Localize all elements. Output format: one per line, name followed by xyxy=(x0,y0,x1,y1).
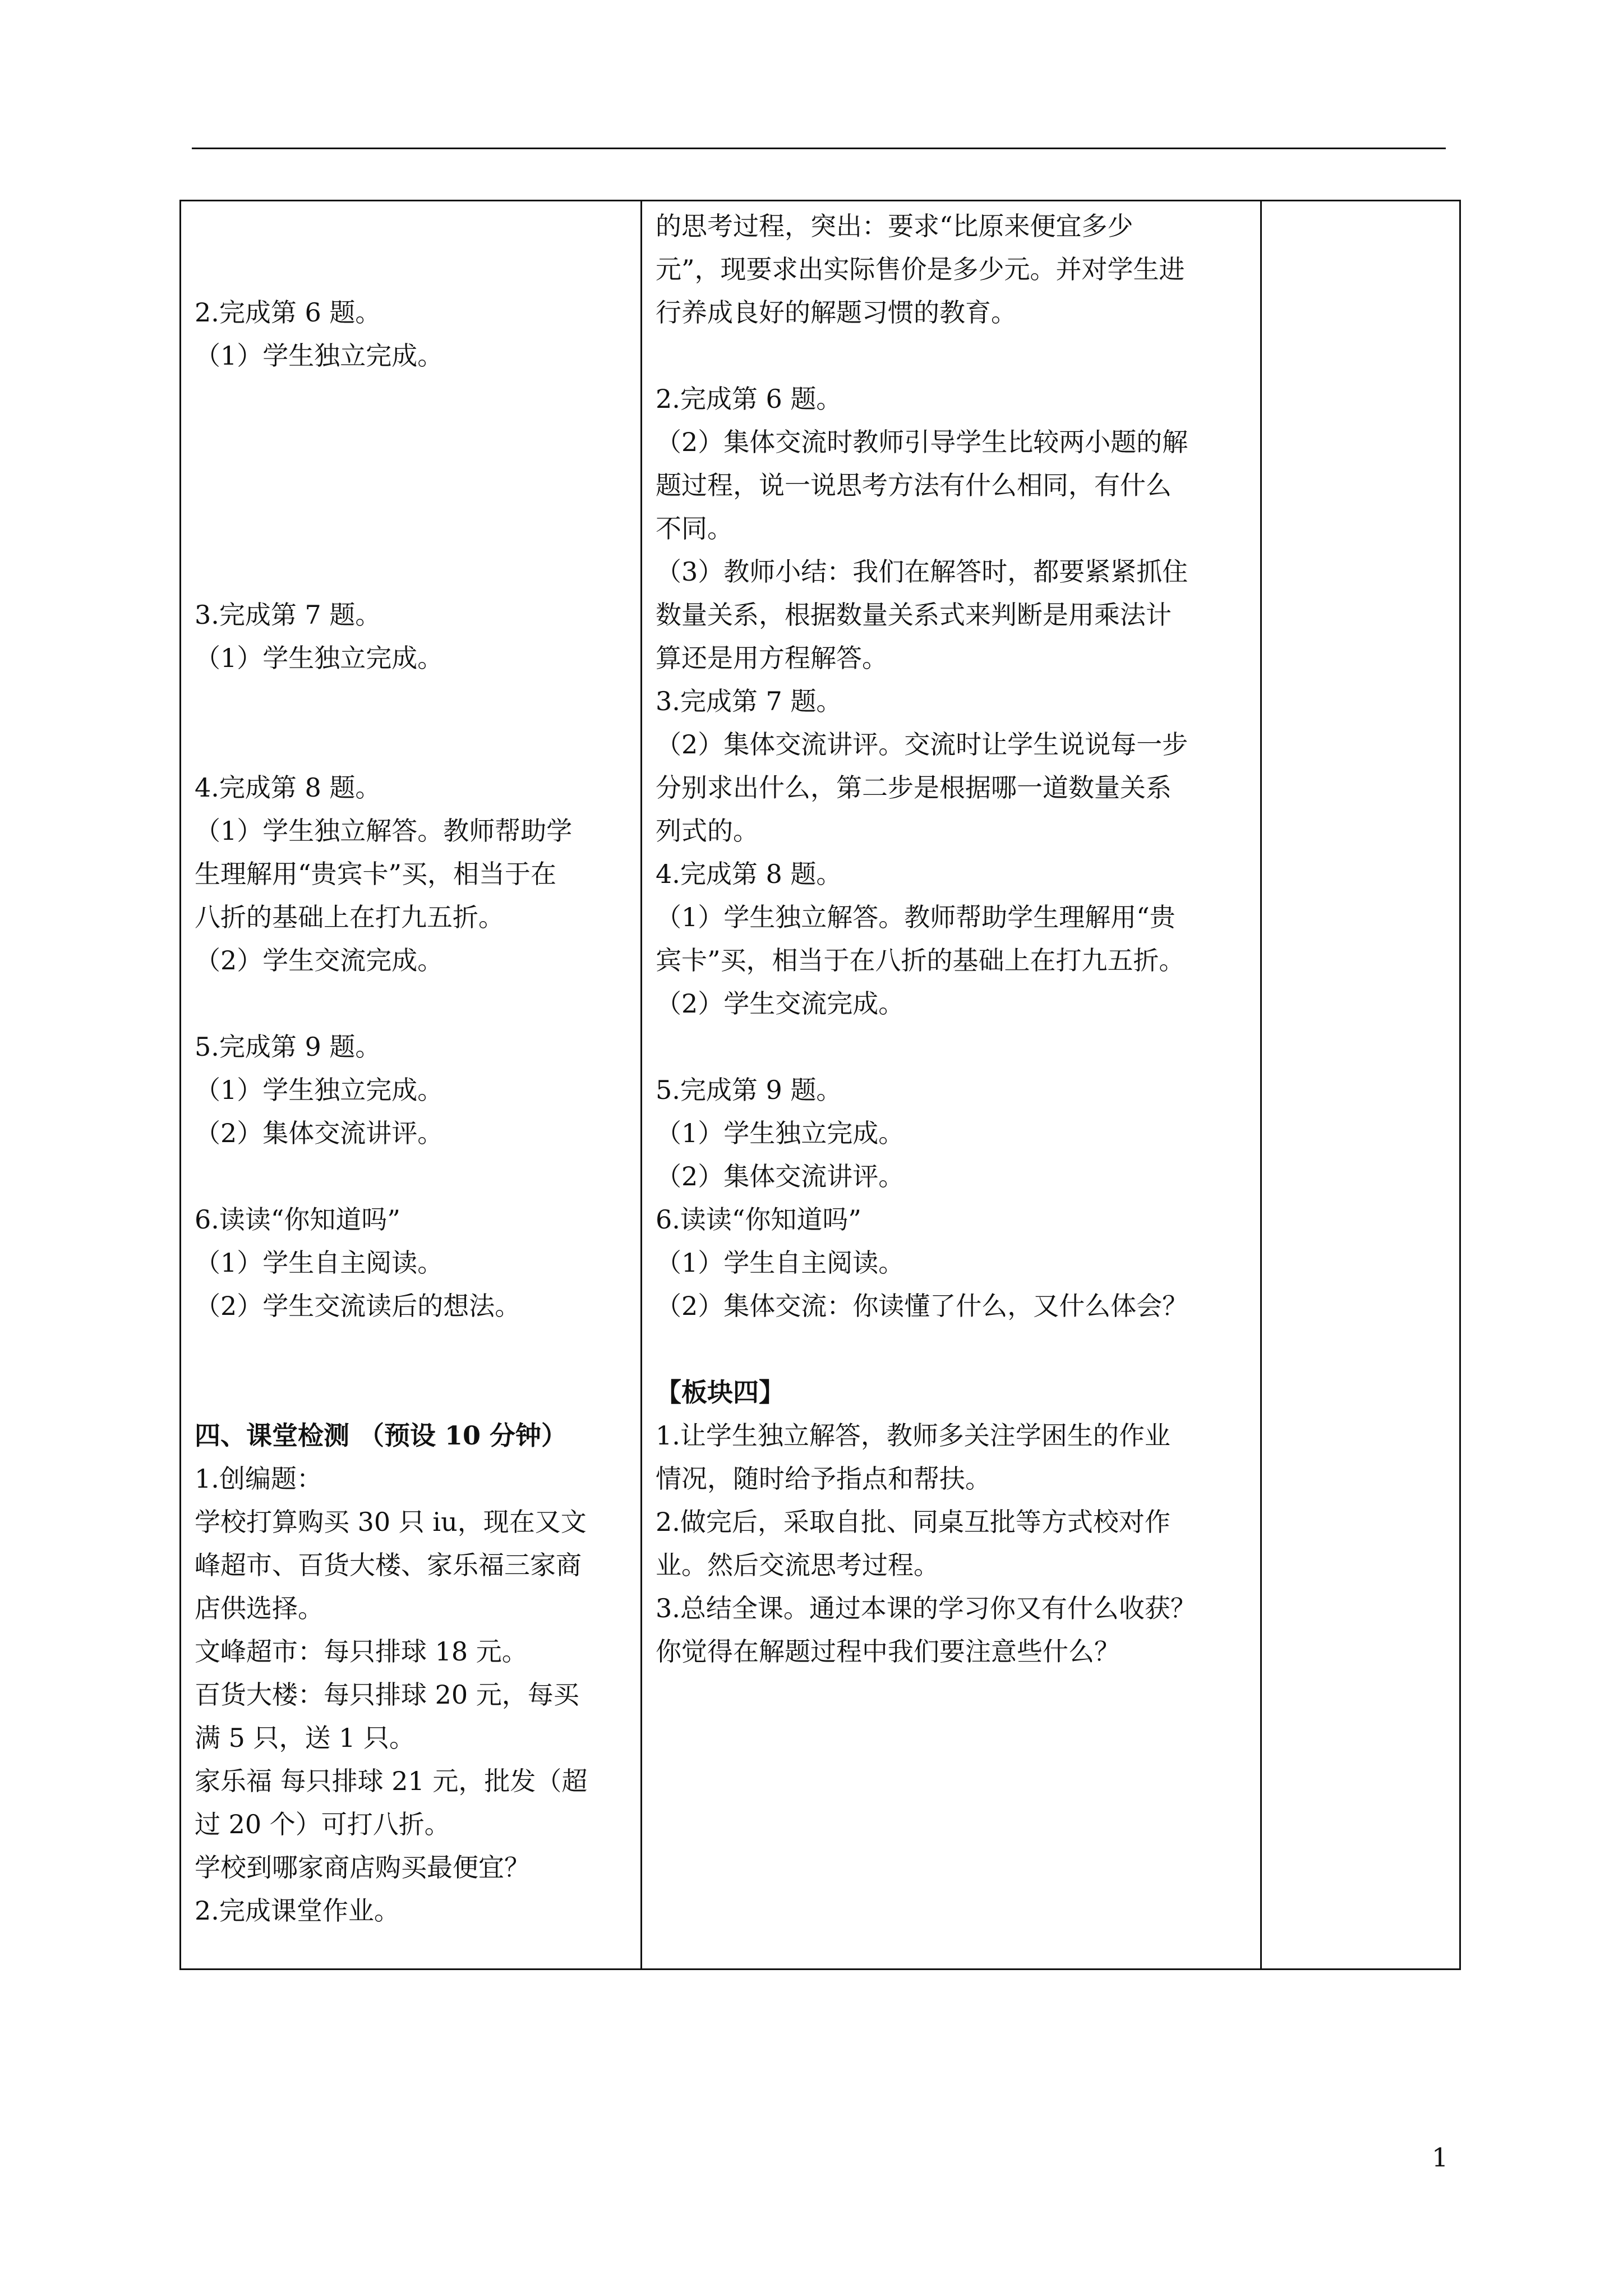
teacher-activity-text xyxy=(642,201,1260,1673)
text-line: 生理解用“贵宾卡”买，相当于在 xyxy=(195,859,557,889)
text-line: 峰超市、百货大楼、家乐福三家商 xyxy=(195,1550,582,1580)
text-line: 2.完成第 6 题。 xyxy=(195,297,381,328)
text-line: （1）学生独立完成。 xyxy=(656,1118,905,1148)
text-line: （2）集体交流：你读懂了什么，又什么体会？ xyxy=(656,1291,1188,1321)
text-line xyxy=(195,1371,635,1414)
lesson-plan-table xyxy=(179,200,1461,1970)
teacher-activity-cell xyxy=(642,201,1261,1970)
text-line xyxy=(656,1328,1249,1371)
text-line: （2）集体交流讲评。交流时让学生说说每一步 xyxy=(656,729,1188,760)
text-line xyxy=(195,378,635,421)
text-line: 1.让学生独立解答，教师多关注学困生的作业 xyxy=(656,1420,1170,1451)
text-line: 行养成良好的解题习惯的教育。 xyxy=(656,297,1017,328)
text-line: 过 20 个）可打八折。 xyxy=(195,1809,450,1839)
student-activity-text xyxy=(181,201,640,1932)
text-line: 3.完成第 7 题。 xyxy=(656,686,842,716)
text-line: （1）学生独立解答。教师帮助学 xyxy=(195,816,573,846)
text-line: 2.完成第 6 题。 xyxy=(656,384,842,414)
text-line: 四、课堂检测 （预设 10 分钟） xyxy=(195,1420,568,1451)
text-line: 4.完成第 8 题。 xyxy=(656,859,842,889)
text-line: 数量关系，根据数量关系式来判断是用乘法计 xyxy=(656,600,1172,630)
text-line: 百货大楼：每只排球 20 元，每买 xyxy=(195,1680,579,1710)
text-line: 【板块四】 xyxy=(656,1377,785,1407)
text-line: 宾卡”买，相当于在八折的基础上在打九五折。 xyxy=(656,945,1185,976)
student-activity-cell xyxy=(181,201,642,1970)
text-line xyxy=(195,1155,635,1198)
text-line xyxy=(195,507,635,550)
text-line: （1）学生独立完成。 xyxy=(195,341,444,371)
text-line: 5.完成第 9 题。 xyxy=(656,1075,842,1105)
text-line: 2.做完后，采取自批、同桌互批等方式校对作 xyxy=(656,1507,1170,1537)
text-line: （1）学生独立完成。 xyxy=(195,643,444,673)
text-line: 满 5 只，送 1 只。 xyxy=(195,1723,416,1753)
text-line xyxy=(195,421,635,464)
text-line: （1）学生独立完成。 xyxy=(195,1075,444,1105)
text-line: 题过程，说一说思考方法有什么相同，有什么 xyxy=(656,470,1172,500)
text-line: 文峰超市：每只排球 18 元。 xyxy=(195,1636,528,1667)
text-line: （2）学生交流完成。 xyxy=(195,945,444,976)
text-line: 家乐福 每只排球 21 元，批发（超 xyxy=(195,1766,588,1796)
text-line: 4.完成第 8 题。 xyxy=(195,772,381,803)
text-line xyxy=(195,1328,635,1371)
page-number: 1 xyxy=(1432,2142,1449,2173)
text-line: 店供选择。 xyxy=(195,1593,324,1623)
text-line: 八折的基础上在打九五折。 xyxy=(195,902,504,932)
text-line: （2）集体交流讲评。 xyxy=(656,1161,905,1191)
text-line: 5.完成第 9 题。 xyxy=(195,1032,381,1062)
notes-cell xyxy=(1261,201,1460,1970)
text-line xyxy=(195,248,635,291)
table-row xyxy=(181,201,1460,1970)
text-line: 的思考过程，突出：要求“比原来便宜多少 xyxy=(656,211,1133,241)
text-line: （2）学生交流读后的想法。 xyxy=(195,1291,521,1321)
text-line: 你觉得在解题过程中我们要注意些什么？ xyxy=(656,1636,1120,1667)
text-line: 2.完成课堂作业。 xyxy=(195,1895,400,1926)
text-line: （2）学生交流完成。 xyxy=(656,988,905,1019)
text-line: （2）集体交流讲评。 xyxy=(195,1118,444,1148)
text-line xyxy=(195,550,635,593)
text-line xyxy=(656,1025,1249,1069)
text-line: 学校到哪家商店购买最便宜？ xyxy=(195,1852,530,1883)
text-line: （1）学生独立解答。教师帮助学生理解用“贵 xyxy=(656,902,1175,932)
text-line: 3.总结全课。通过本课的学习你又有什么收获？ xyxy=(656,1593,1196,1623)
text-line: 业。然后交流思考过程。 xyxy=(656,1550,939,1580)
text-line: 情况，随时给予指点和帮扶。 xyxy=(656,1464,991,1494)
text-line xyxy=(195,982,635,1025)
header-rule xyxy=(192,148,1446,149)
text-line: （1）学生自主阅读。 xyxy=(195,1248,444,1278)
text-line xyxy=(195,723,635,766)
text-line: 元”，现要求出实际售价是多少元。并对学生进 xyxy=(656,254,1185,284)
text-line: 分别求出什么，第二步是根据哪一道数量关系 xyxy=(656,772,1172,803)
text-line: 学校打算购买 30 只 iu，现在又文 xyxy=(195,1507,587,1537)
text-line: 1.创编题： xyxy=(195,1464,322,1494)
text-line xyxy=(195,680,635,723)
text-line: （1）学生自主阅读。 xyxy=(656,1248,905,1278)
text-line: （3）教师小结：我们在解答时，都要紧紧抓住 xyxy=(656,556,1188,587)
text-line: 不同。 xyxy=(656,513,733,544)
text-line: 列式的。 xyxy=(656,816,759,846)
text-line: 3.完成第 7 题。 xyxy=(195,600,381,630)
text-line: 算还是用方程解答。 xyxy=(656,643,888,673)
text-line: 6.读读“你知道吗” xyxy=(656,1204,861,1235)
text-line xyxy=(656,334,1249,378)
text-line: （2）集体交流时教师引导学生比较两小题的解 xyxy=(656,427,1188,457)
text-line xyxy=(195,205,635,248)
text-line xyxy=(195,464,635,507)
text-line: 6.读读“你知道吗” xyxy=(195,1204,400,1235)
